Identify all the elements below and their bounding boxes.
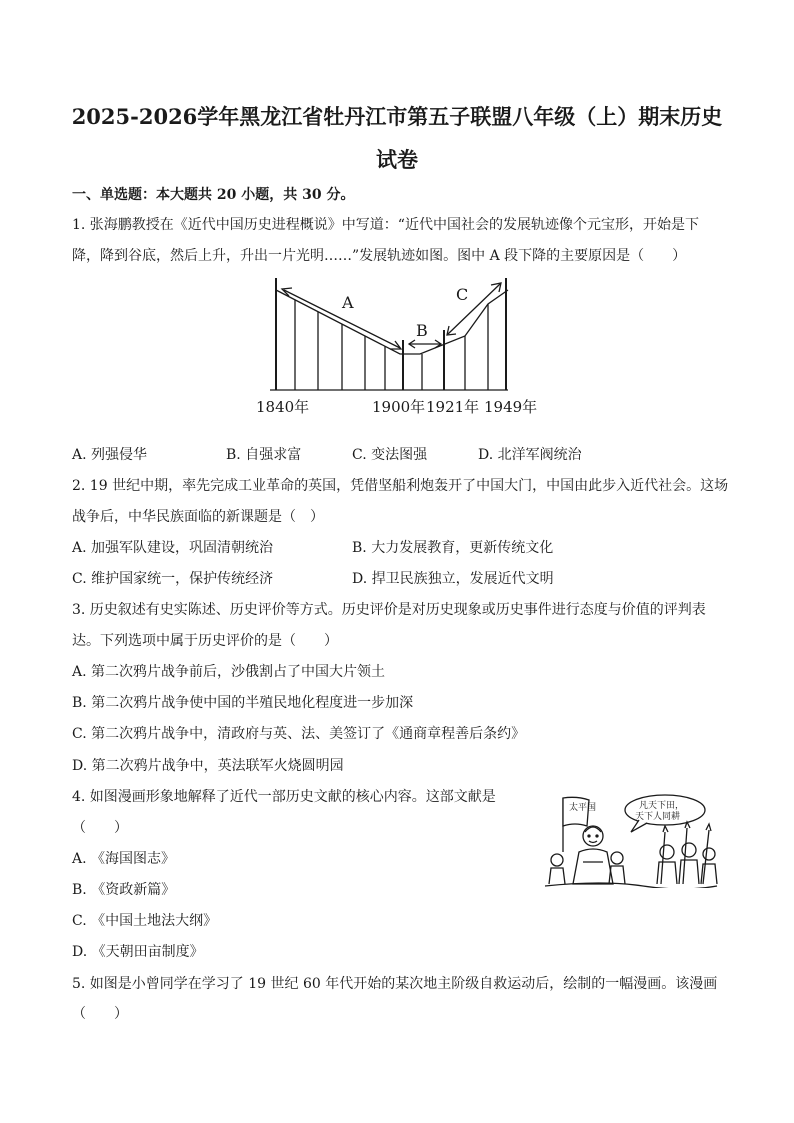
q5-text-line2: （ ） <box>72 1006 128 1022</box>
q1-year-1840: 1840年 <box>256 398 310 416</box>
q4-text-line1: 4. 如图漫画形象地解释了近代一部历史文献的核心内容。这部文献是 <box>72 789 496 805</box>
q4-text-line2: （ ） <box>72 820 128 836</box>
q3-option-a[interactable]: A. 第二次鸦片战争前后，沙俄割占了中国大片领土 <box>72 664 386 680</box>
q4-speech-line1: 凡天下田， <box>639 801 685 811</box>
q1-yuanbao-figure <box>250 268 550 420</box>
q2-option-d[interactable]: D. 捍卫民族独立，发展近代文明 <box>352 571 554 587</box>
q4-option-a[interactable]: A. 《海国图志》 <box>72 851 176 867</box>
q1-text-line2: 降，降到谷底，然后上升，升出一片光明……”发展轨迹如图。图中 A 段下降的主要原因是（ ） <box>72 248 687 264</box>
q2-text-line2: 战争后，中华民族面临的新课题是（ ） <box>72 509 324 525</box>
q1-option-d[interactable]: D. 北洋军阀统治 <box>478 447 582 463</box>
q1-option-a[interactable]: A. 列强侵华 <box>72 447 148 463</box>
q1-option-c[interactable]: C. 变法图强 <box>352 447 428 463</box>
q2-text-line1: 2. 19 世纪中期，率先完成工业革命的英国，凭借坚船利炮轰开了中国大门，中国由此步入近代社会。这场 <box>72 478 729 494</box>
q3-text-line2: 达。下列选项中属于历史评价的是（ ） <box>72 633 338 649</box>
q4-option-b[interactable]: B. 《资政新篇》 <box>72 882 176 898</box>
q3-option-c[interactable]: C. 第二次鸦片战争中，清政府与英、法、美签订了《通商章程善后条约》 <box>72 726 526 742</box>
q4-flag-text: 太平国 <box>569 803 597 813</box>
q4-option-d[interactable]: D. 《天朝田亩制度》 <box>72 944 204 960</box>
q5-text-line1: 5. 如图是小曾同学在学习了 19 世纪 60 年代开始的某次地主阶级自救运动后，绘制的一幅漫画。该漫画 <box>72 976 718 992</box>
exam-title-line2: 试卷 <box>376 147 418 172</box>
section-heading: 一、单选题：本大题共 20 小题，共 30 分。 <box>72 187 355 203</box>
q4-cartoon-image <box>543 792 719 888</box>
q4-option-c[interactable]: C. 《中国土地法大纲》 <box>72 913 218 929</box>
q2-option-b[interactable]: B. 大力发展教育，更新传统文化 <box>352 540 554 556</box>
q3-text-line1: 3. 历史叙述有史实陈述、历史评价等方式。历史评价是对历史现象或历史事件进行态度与价值的评判表 <box>72 602 706 618</box>
q1-year-1921: 1921年 <box>426 398 480 416</box>
q3-option-b[interactable]: B. 第二次鸦片战争使中国的半殖民地化程度进一步加深 <box>72 695 414 711</box>
q1-label-c: C <box>456 285 469 304</box>
q3-option-d[interactable]: D. 第二次鸦片战争中，英法联军火烧圆明园 <box>72 758 344 774</box>
exam-title-line1: 2025-2026学年黑龙江省牡丹江市第五子联盟八年级（上）期末历史 <box>71 104 723 129</box>
q1-label-a: A <box>342 293 354 312</box>
q2-option-c[interactable]: C. 维护国家统一，保护传统经济 <box>72 571 274 587</box>
q1-option-b[interactable]: B. 自强求富 <box>226 447 302 463</box>
q1-year-1900: 1900年 <box>372 398 426 416</box>
q1-year-1949: 1949年 <box>484 398 538 416</box>
q2-option-a[interactable]: A. 加强军队建设，巩固清朝统治 <box>72 540 274 556</box>
q1-text-line1: 1. 张海鹏教授在《近代中国历史进程概说》中写道：“近代中国社会的发展轨迹像个元宝形，开始是下 <box>72 217 699 233</box>
q1-label-b: B <box>416 321 428 340</box>
q4-speech-line2: 天下人同耕 <box>635 812 681 822</box>
